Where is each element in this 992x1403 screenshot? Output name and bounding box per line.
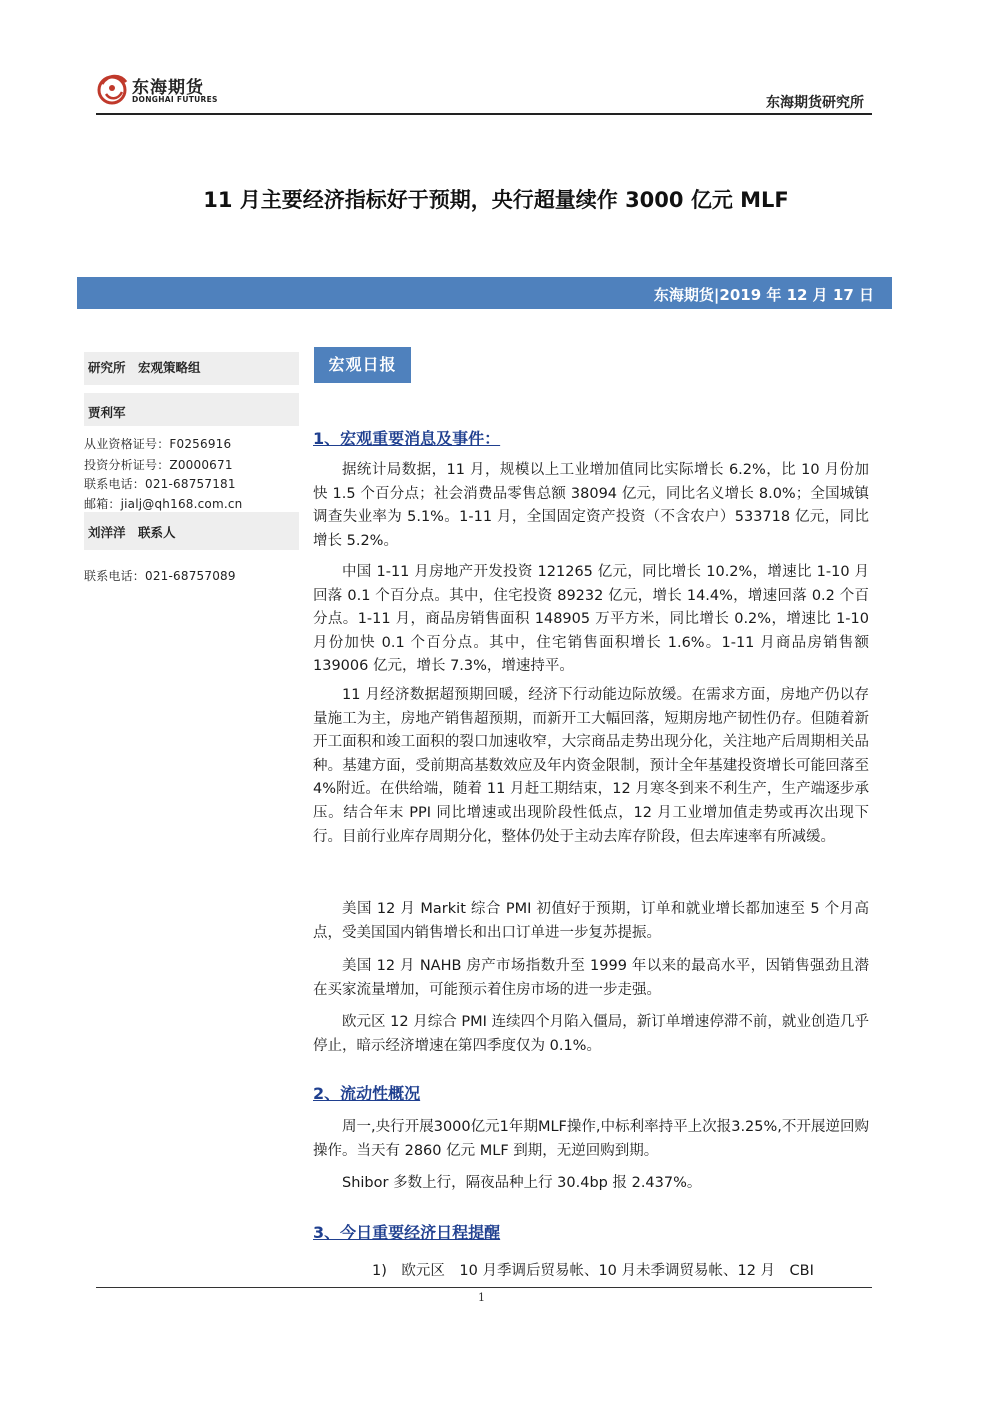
author2-name: 刘洋洋 联系人 [88, 525, 176, 540]
date-banner [77, 277, 892, 309]
institute-name: 东海期货研究所 [766, 95, 864, 111]
paragraph: 中国 1-11 月房地产开发投资 121265 亿元，同比增长 10.2%，增速比 1-10 月回落 0.1 个百分点。其中，住宅投资 89232 亿元，增长 14.4%，增速回落 0.2 个百分点。1-11 月，商品房销售面积 148905 万平方米，同比增长 0.2%，增速比 1-10 月份加快 0.1 个百分点。其中，住宅销售面积增长 1.6%。1-11 月商品房销售额 139006 亿元，增长 7.3%，增速持平。 [313, 564, 869, 675]
report-title: 11 月主要经济指标好于预期，央行超量续作 3000 亿元 MLF [203, 188, 789, 212]
author1-email[interactable]: 邮箱：jialj@qh168.com.cn [84, 497, 243, 511]
author1-phone: 联系电话：021-68757181 [84, 477, 236, 491]
paragraph: 欧元区 12 月综合 PMI 连续四个月陷入僵局，新订单增速停滞不前，就业创造几乎停止，暗示经济增速在第四季度仅为 0.1%。 [313, 1014, 869, 1054]
paragraph: Shibor 多数上行，隔夜品种上行 30.4bp 报 2.437%。 [342, 1175, 702, 1191]
paragraph: 美国 12 月 Markit 综合 PMI 初值好于预期，订单和就业增长都加速至 5 个月高点，受美国国内销售增长和出口订单进一步复苏提振。 [313, 901, 869, 941]
author2-name-box [84, 512, 299, 550]
report-date: 东海期货|2019 年 12 月 17 日 [653, 286, 874, 304]
list-item: 1) 欧元区 10 月季调后贸易帐、10 月未季调贸易帐、12 月 CBI [372, 1263, 814, 1279]
donghai-logo [96, 70, 236, 110]
footer-divider [96, 1287, 872, 1288]
paragraph: 11 月经济数据超预期回暖，经济下行动能边际放缓。在需求方面，房地产仍以存量施工为主，房地产销售超预期，而新开工大幅回落，短期房地产韧性仍存。但随着新开工面积和竣工面积的裂口加速收窄，大宗商品走势出现分化，关注地产后周期相关品种。基建方面，受前期高基数效应及年内资金限制，预计全年基建投资增长可能回落至 4%附近。在供给端，随着 11 月赶工期结束，12 月寒冬到来不利生产，生产端逐步承压。结合年末 PPI 同比增速或出现阶段性低点，12 月工业增加值走势或再次出现下行。目前行业库存周期分化，整体仍处于主动去库存阶段，但去库速率有所减缓。 [313, 687, 869, 845]
sidebar-dept: 研究所 宏观策略组 [88, 360, 201, 375]
logo-text-en: DONGHAI FUTURES [132, 95, 218, 104]
page-number: 1 [478, 1291, 485, 1304]
section-heading-news: 1、宏观重要消息及事件： [313, 429, 501, 448]
author1-qualification: 从业资格证号：F0256916 [84, 437, 232, 451]
paragraph: 周一,央行开展3000亿元1年期MLF操作,中标利率持平上次报3.25%,不开展逆回购操作。当天有 2860 亿元 MLF 到期，无逆回购到期。 [313, 1119, 869, 1159]
author2-phone: 联系电话：021-68757089 [84, 569, 236, 583]
header-divider [96, 113, 872, 115]
report-type-tag: 宏观日报 [314, 347, 411, 383]
logo-emblem-icon [96, 70, 130, 108]
paragraph: 美国 12 月 NAHB 房产市场指数升至 1999 年以来的最高水平，因销售强劲且潜在买家流量增加，可能预示着住房市场的进一步走强。 [313, 958, 869, 998]
paragraph: 据统计局数据，11 月，规模以上工业增加值同比实际增长 6.2%，比 10 月份加快 1.5 个百分点；社会消费品零售总额 38094 亿元，同比名义增长 8.0%；全国城镇调查失业率为 5.1%。1-11 月，全国固定资产投资（不含农户）533718 亿元，同比增长 5.2%。 [313, 462, 869, 549]
logo-text-cn: 东海期货 [132, 78, 204, 98]
section-heading-liquidity: 2、流动性概况 [313, 1084, 421, 1103]
author1-name-box [84, 393, 299, 426]
author1-analyst-id: 投资分析证号：Z0000671 [84, 458, 233, 472]
author1-name: 贾利军 [88, 405, 126, 420]
section-heading-calendar: 3、今日重要经济日程提醒 [313, 1223, 501, 1242]
sidebar-dept-box [84, 352, 299, 385]
